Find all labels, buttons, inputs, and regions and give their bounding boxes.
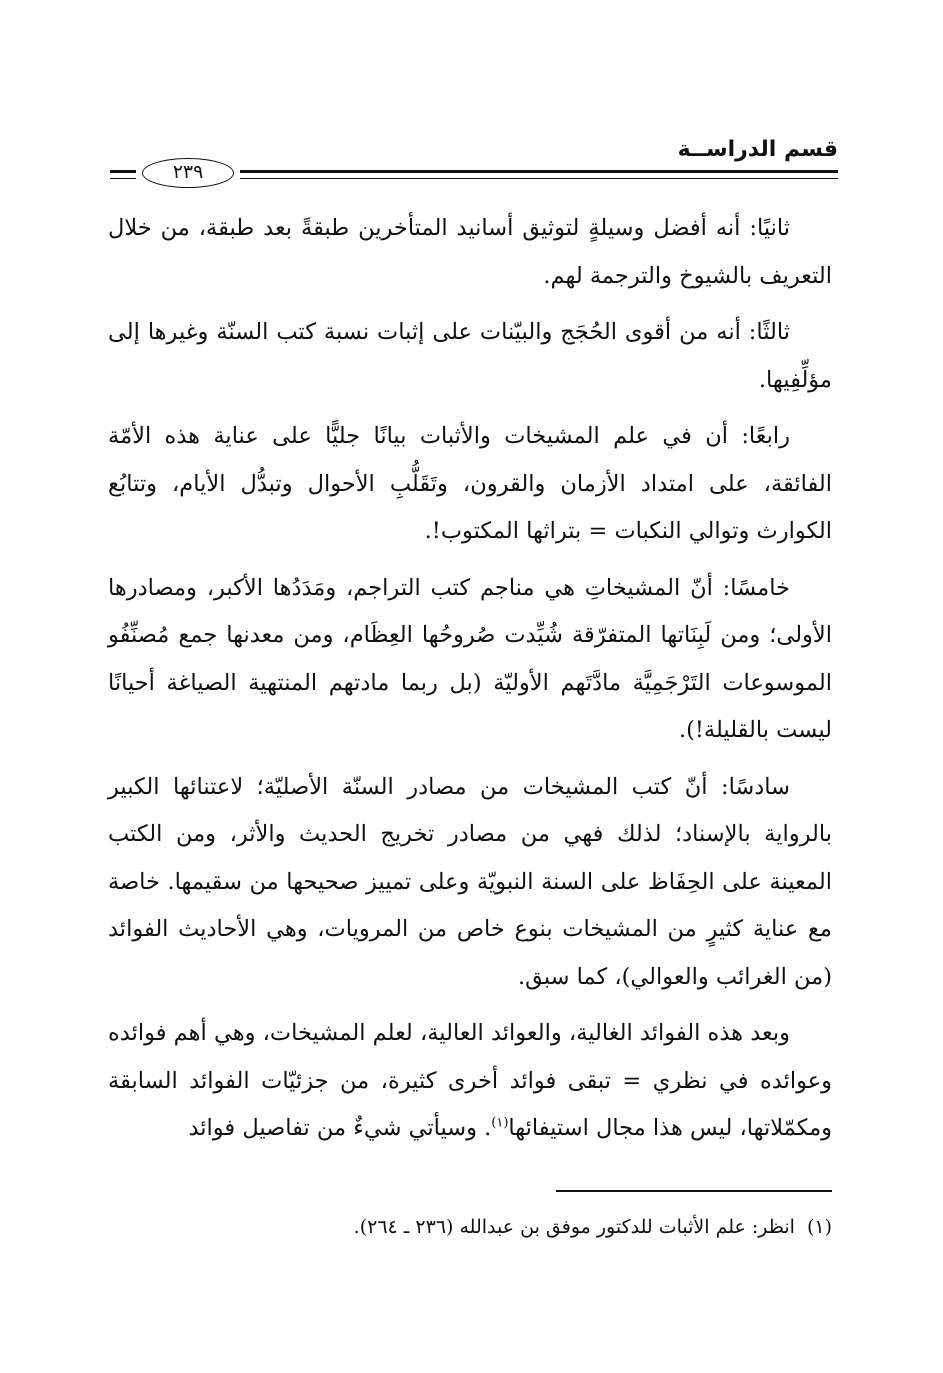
paragraph-text: وبعد هذه الفوائد الغالية، والعوائد العالية، لعلم المشيخات، وهي أهم فوائده وعوائده في نظري = تبقى فوائد أخرى كثيرة، من جزئيّات الفوائد السابقة ومكمّلاتها، ليس هذا مجال استيفائها	[108, 1020, 832, 1141]
paragraph-text: رابعًا: أن في علم المشيخات والأثبات بيانًا جليًّا على عناية هذه الأمّة الفائقة، على امتداد الأزمان والقرون، وتَقَلُّبِ الأحوال وتبدُّل الأيام، وتتابُع الكوارث وتوالي النكبات = بتراثها المكتوب!.	[108, 423, 832, 544]
paragraph-text: سادسًا: أنّ كتب المشيخات من مصادر السنّة الأصليّة؛ لاعتنائها الكبير بالرواية بالإسناد؛ لذلك فهي من مصادر تخريج الحديث والأثر، ومن الكتب المعينة على الحِفَاظ على السنة النبويّة وعلى تمييز صحيحها من سقيمها. خاصة مع عناية كثيرٍ من المشيخات بنوع خاص من المرويات، وهي الأحاديث الفوائد (من الغرائب والعوالي)، كما سبق.	[108, 773, 832, 990]
footnote-marker: (١)	[806, 1216, 832, 1238]
footnote	[108, 1210, 832, 1244]
page-header	[110, 136, 838, 186]
paragraph-third	[108, 309, 832, 404]
header-rule-short	[110, 170, 136, 179]
page-number: ٢٣٩	[142, 158, 234, 188]
footnote-text: انظر: علم الأثبات للدكتور موفق بن عبدالله (٢٣٦ ـ ٢٦٤).	[353, 1216, 795, 1238]
paragraph-fourth	[108, 413, 832, 556]
header-rule	[240, 170, 838, 179]
paragraph-text: ثانيًا: أنه أفضل وسيلةٍ لتوثيق أسانيد المتأخرين طبقةً بعد طبقة، من خلال التعريف بالشيوخ والترجمة لهم.	[108, 215, 832, 289]
paragraph-second	[108, 205, 832, 300]
paragraph-text-tail: . وسيأتي شيءٌ من تفاصيل فوائد	[188, 1115, 492, 1141]
paragraph-sixth	[108, 764, 832, 1002]
paragraph-text: ثالثًا: أنه من أقوى الحُجَج والبيّنات على إثبات نسبة كتب السنّة وغيرها إلى مؤلِّفِيها.	[108, 319, 832, 393]
paragraph-fifth	[108, 565, 832, 755]
body-text	[108, 205, 832, 1162]
footnote-reference[interactable]: (١)	[491, 1115, 509, 1131]
footnote-separator	[556, 1190, 832, 1192]
section-title: قسم الدراســة	[677, 137, 838, 162]
paragraph-text: خامسًا: أنّ المشيخاتِ هي مناجم كتب التراجم، ومَدَدُها الأكبر، ومصادرها الأولى؛ ومن لَبِنَاتها المتفرّقة شُيِّدت صُروحُها العِظَام، ومن معدنها جمع مُصنِّفُو الموسوعات التَرْجَمِيَّة مادَّتَهم الأوليّة (بل ربما مادتهم المنتهية الصياغة أحيانًا ليست بالقليلة!).	[108, 574, 832, 743]
paragraph-conclusion	[108, 1010, 832, 1153]
